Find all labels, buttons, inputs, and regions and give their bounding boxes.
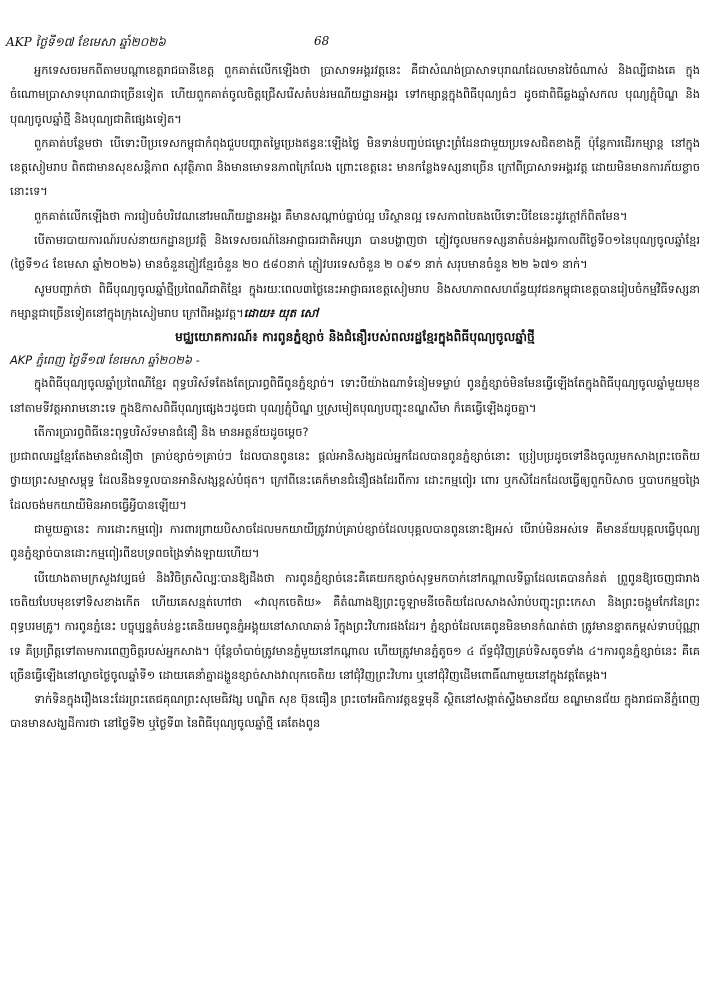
article2-paragraph-1: ក្នុងពិធីបុណ្យចូលឆ្នាំប្រពៃណីខ្មែរ ពុទ្ធបរិស័ទតែងតែប្រារព្ធពិធីពូនភ្នំខ្សាច់។ ទោះបីយ៉ាងណាទំនៀមទម្លាប់ ពូនភ្នំខ្សាច់មិនមែនធ្វើឡើងតែក្នុងពិធីបុណ្យចូលឆ្នាំមួយមុខនៅតាមទីវត្តអារាមនោះទេ ក្នុងឱកាសពិធីបុណ្យផ្សេងៗដូចជា បុណ្យភ្ជុំបិណ្ឌ ឬស្រមៀតបុណ្យបញ្ចុះខណ្ឌសីមា ក៏គេធ្វើឡើងដូចគ្នា។ — [10, 376, 700, 415]
article2-paragraph-2: តើការប្រារព្ធពិធីនេះពុទ្ធបរិស័ទមានជំនឿ និង មានអត្ថន័យដូចម្តេច? — [34, 424, 309, 439]
article2-headline: មជ្ឈយោគការណ៍៖ ការពូនភ្នំខ្សាច់ និងជំនឿរបស់ពលរដ្ឋខ្មែរក្នុងពិធីបុណ្យចូលឆ្នាំថ្មី — [175, 330, 535, 345]
article1-paragraph-2: ពួកគាត់បន្ថែមថា បើទោះបីប្រទេសកម្ពុជាកំពុងជួបបញ្ហាតម្លៃប្រេងឥន្ធនៈឡើងថ្លៃ មិនទាន់បញ្ចប់ជម្លោះព្រំដែនជាមួយប្រទេសជិតខាងក្តី ប៉ុន្តែការដើរកម្សាន្ត នៅក្នុងខេត្តសៀមរាប ពិតជាមានសុខសន្តិភាព សុវត្ថិភាព និងមានមោទនភាពក្រៃលែង ព្រោះខេត្តនេះ មានកន្លែងទស្សនាច្រើន ក្រៅពីប្រាសាទអង្គរវត្ត ដោយមិនមានការភ័យខ្លាចនោះទេ។ — [10, 135, 700, 199]
article1-paragraph-1: អ្នកទេសចរមកពីតាមបណ្ដាខេត្តរាជធានីខេត្ត ពួកគាត់លើកឡើងថា ប្រាសាទអង្គរវត្តនេះ គឺជាសំណង់ប្រាសាទបុរាណដែលមានវៃចំណាស់ និងល្បីជាងគេ ក្នុងចំណោមប្រាសាទបុរាណជាច្រើនទៀត ហើយពួកគាត់ចូលចិត្តជ្រើសរើសតំបន់រមណីយដ្ឋានអង្គរ ទៅកម្សាន្តក្នុងពិធីបុណ្យធំៗ ដូចជាពិធីឆ្លងឆ្នាំសកល បុណ្យភ្ជុំបិណ្ឌ និងបុណ្យចូលឆ្នាំថ្មី និងបុណ្យជាតិផ្សេងទៀត។ — [10, 63, 700, 126]
article2-paragraph-4: ជាមួយគ្នានេះ ការដោះកម្មពៀរ ការពារព្រាយបិសាចដែលមកយាយីត្រូវរាប់គ្រាប់ខ្សាច់ដែលបុគ្គលបានពូននោះឱ្យអស់ បើរាប់មិនអស់ទេ គឺមានន័យបុគ្គលធ្វើបុណ្យ ពូនភ្នំខ្សាច់បានដោះកម្មពៀរពីឧបទ្រពចង្រៃទាំងឡាយហើយ។ — [10, 522, 700, 561]
article2-paragraph-5: បើយោងតាមក្រសួងវប្បធម៌ និងវិចិត្រសិល្បៈបានឱ្យដឹងថា ការពូនភ្នំខ្សាច់នេះគឺគេយកខ្សាច់សុទ្ធមកចាក់នៅកណ្ដាលទីធ្លាដែលគេបានកំនត់ ព្រួពូនឱ្យចេញជារាងចេតិយបែបមុខទៅទិសខាងកើត ហើយគេសន្មត់ហៅថា «វាលុកចេតិយ» គឺតំណាងឱ្យព្រះចូឡាមនីចេតិយដែលសាងសំរាប់បញ្ចុះព្រះកេសា និងព្រះចង្កូមកែវនៃព្រះពុទ្ធបរមគ្រូ។ ការពូនភ្នំនេះ បច្ចុប្បន្នតំបន់ខ្លះគេនិយមពូនភ្នំអង្គុយនៅសាលាឆាន់ រឺក្នុងព្រះវិហារផងដែរ។ ភ្នំខ្សាច់ដែលគេពូនមិនមានកំណត់ថា ត្រូវមានខ្នាតកម្ពស់ទាបប៉ុណ្ណាទេ គឺប្រព្រឹត្តទៅតាមការពេញចិត្តរបស់អ្នកសាង។ ប៉ុន្តែចាំបាច់ត្រូវមានភ្នំមួយនៅកណ្ដាល ហើយត្រូវមានភ្នំតូច១ ៤ ព័ទ្ធជុំវិញគ្រប់ទិសតូចទាំង ៤។ការពូនភ្នំខ្សាច់នេះ គឺគេច្រើនធ្វើឡើងនៅល្ងាចថ្ងៃចូលឆ្នាំទី១ ដោយគេនាំគ្នាដង្ហួនខ្សាច់សាងវាលុកចេតិយ នៅជុំវិញព្រះវិហារ ឬនៅជុំវិញដើមពោធិ៍ណាមួយនៅក្នុងវត្តតែម្តង។ — [10, 570, 700, 682]
article1-author: ដោយ៖ យុត សៅ — [243, 305, 319, 320]
article2-paragraph-3: ប្រជាពលរដ្ឋខ្មែរតែងមានជំនឿថា គ្រាប់ខ្សាច់១គ្រាប់ៗ ដែលបានពូននេះ ផ្ដល់អានិសង្សដល់អ្នកដែលបានពូនភ្នំខ្សាច់នោះ ប្រៀបប្រដូចទៅនឹងចូលរួមកសាងព្រះចេតិយថ្វាយព្រះសម្មាសម្ពុទ្ធ ដែលនឹងទទួលបានអានិសង្សខ្ពស់បំផុត។ ក្រៅពីនេះគេក៏មានជំនឿផងដែរពីការ ដោះកម្មពៀរ ពោរ ឬកសិដែកដែលធ្វើឲ្យពួកបិសាច ឬបាបកម្មចង្រៃដែលចង់មកយាយីមិនអាចធ្វើអ្វីបានឡើយ។ — [10, 449, 700, 512]
page-number: 68 — [314, 34, 330, 48]
header-date: AKP ថ្ងៃទី១៧ ខែមេសា ឆ្នាំ២០២៦ — [6, 35, 166, 49]
page-body — [10, 58, 700, 736]
article1-paragraph-5 — [10, 277, 700, 326]
article2-dateline: AKP ភ្នំពេញ ថ្ងៃទី១៧ ខែមេសា ឆ្នាំ២០២៦ - — [10, 353, 200, 368]
article2-paragraph-6: ទាក់ទិនក្នុងរឿងនេះដែរព្រះតេជគុណព្រះសុមេធិវង្ស បណ្ឌិត សុខ ប៊ុនធឿន ព្រះចៅអធិការវត្តឧទ្ទមុនី ស្ថិតនៅសង្កាត់ស្ទឹងមានជ័យ ខណ្ឌមានជ័យ ក្នុងរាជធានីភ្នំពេញបានមានសង្ឃដីការថា នៅថ្ងៃទី២ ឬថ្ងៃទី៣ នៃពិធីបុណ្យចូលឆ្នាំថ្មី គេតែងពូន — [10, 692, 700, 731]
article1-paragraph-5-text: សូមបញ្ជាក់ថា ពិធីបុណ្យចូលឆ្នាំថ្មីប្រពៃណីជាតិខ្មែរ ក្នុងរយៈពេល៣ថ្ងៃនេះអាជ្ញាធរខេត្តសៀមរាប និងសហភាពសហព័ន្ធយុវជនកម្ពុជាខេត្តបានរៀបចំកម្មវិធីទស្សនាកម្សាន្តជាច្រើនទៀតនៅក្នុងក្រុងសៀមរាប ក្រៅពីអង្គរវត្ត។ — [10, 281, 700, 320]
page-header — [6, 34, 696, 54]
article1-paragraph-4: បើតាមរបាយការណ៍របស់នាយកដ្ឋានប្រវត្តិ និងទេសចរណ៍នៃអាជ្ញាធរជាតិអប្សរា បានបង្ហាញថា ភ្ញៀវចូលមកទស្សនាតំបន់អង្គរកាលពីថ្ងៃទី០១នៃបុណ្យចូលឆ្នាំខ្មែរ (ថ្ងៃទី១៤ ខែមេសា ឆ្នាំ២០២៦) មានចំនួនភ្ញៀវខ្មែរចំនួន ២០ ៥៨០នាក់ ភ្ញៀវបរទេសចំនួន ២ ០៩១ នាក់ សរុបមានចំនួន ២២ ៦៧១ នាក់។ — [10, 233, 700, 272]
article1-paragraph-3: ពួកគាត់លើកឡើងថា ការរៀបចំបរិវេណនៅរមណីយដ្ឋានអង្គរ គឺមានសណ្ដាប់ធ្នាប់ល្អ បរិស្ថានល្អ ទេសភាពបៃតងបើទោះបីខែនេះដូវក្តៅក៏ពិតមែន។ — [34, 208, 628, 223]
